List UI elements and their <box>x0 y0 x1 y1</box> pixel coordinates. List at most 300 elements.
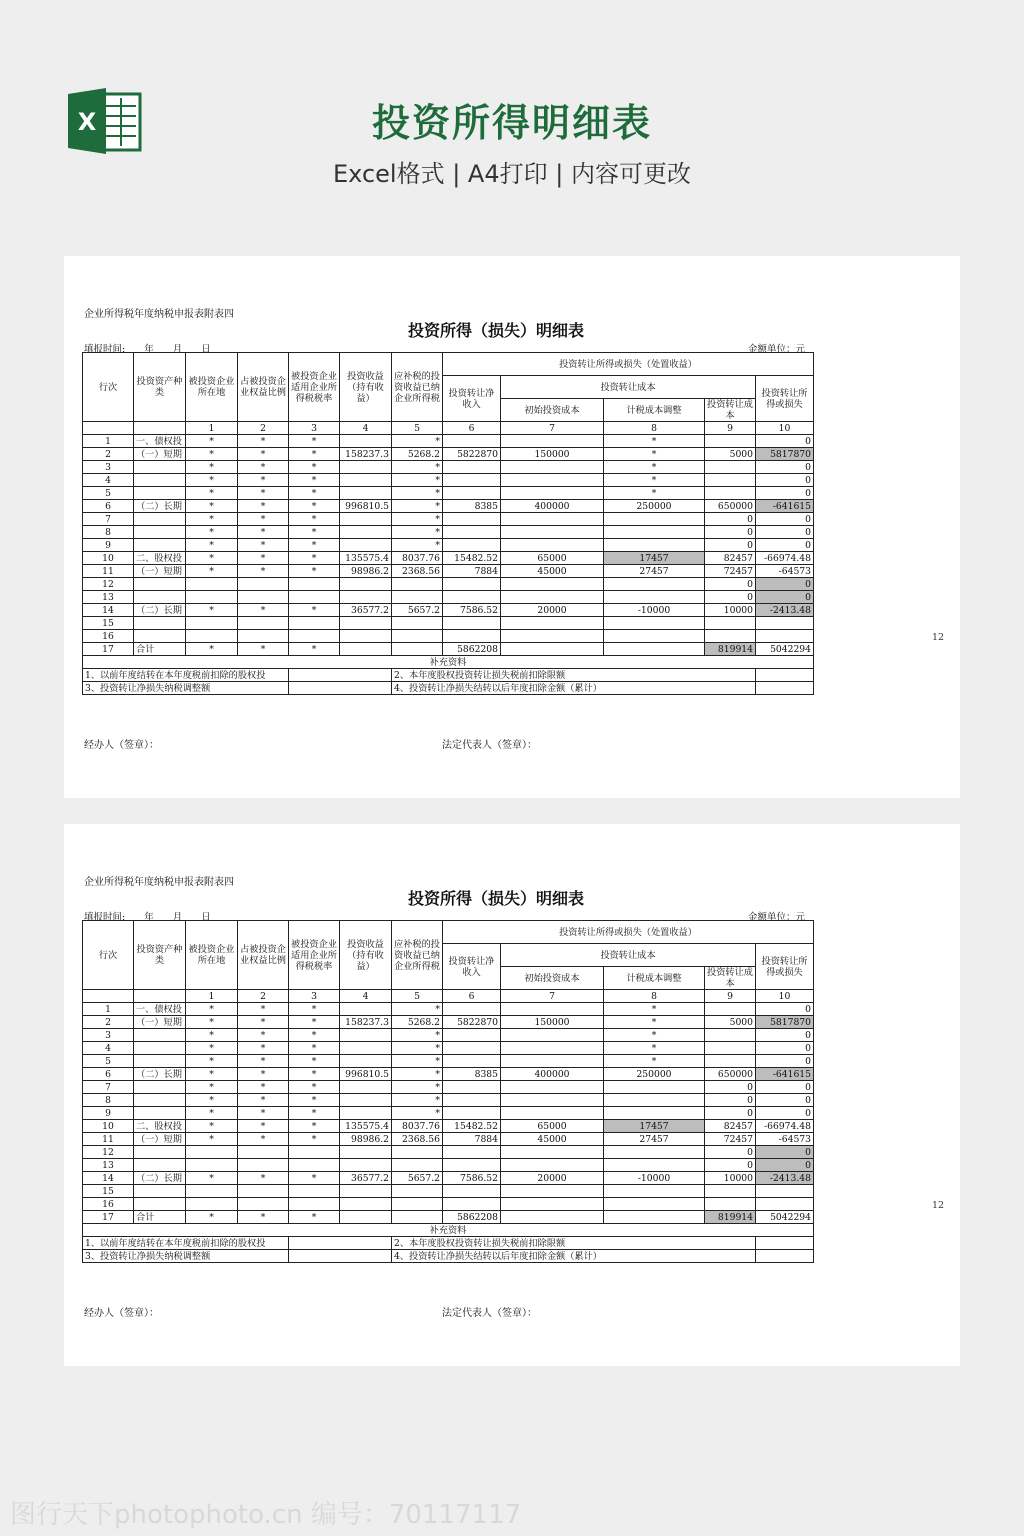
cell-c5: 5657.2 <box>392 1172 443 1185</box>
cell-c4 <box>340 630 392 643</box>
cell-c4 <box>340 487 392 500</box>
cell-c3 <box>289 1146 340 1159</box>
cell-no: 3 <box>83 461 134 474</box>
cell-c3: * <box>289 487 340 500</box>
excel-icon-letter: X <box>77 108 97 136</box>
header-location: 被投资企业所在地 <box>186 353 238 422</box>
header-transfer-group: 投资转让所得或损失（处置收益） <box>443 921 814 944</box>
cell-c4: 36577.2 <box>340 1172 392 1185</box>
cell-type <box>134 474 186 487</box>
supplement-value-2 <box>756 1237 814 1250</box>
table-row <box>83 552 814 565</box>
cell-c7 <box>501 474 604 487</box>
cell-c1: * <box>186 1042 238 1055</box>
col-num: 8 <box>604 422 705 435</box>
cell-type: （二）长期 <box>134 1172 186 1185</box>
cell-no: 4 <box>83 474 134 487</box>
cell-c10: 0 <box>756 1055 814 1068</box>
cell-no: 1 <box>83 1003 134 1016</box>
cell-c4 <box>340 578 392 591</box>
cell-c3 <box>289 578 340 591</box>
header-row-no: 行次 <box>83 353 134 422</box>
cell-c5 <box>392 1198 443 1211</box>
cell-no: 7 <box>83 1081 134 1094</box>
cell-c2: * <box>238 643 289 656</box>
cell-no: 12 <box>83 578 134 591</box>
cell-c5 <box>392 643 443 656</box>
cell-c6: 7884 <box>443 565 501 578</box>
cell-c6 <box>443 1055 501 1068</box>
cell-c3: * <box>289 1107 340 1120</box>
cell-c10: -66974.48 <box>756 552 814 565</box>
cell-type <box>134 539 186 552</box>
supplement-item-3: 3、投资转让净损失纳税调整额 <box>83 682 289 695</box>
cell-no: 15 <box>83 1185 134 1198</box>
cell-c1: * <box>186 1003 238 1016</box>
cell-c4 <box>340 617 392 630</box>
cell-no: 6 <box>83 500 134 513</box>
header-supplementary-tax: 应补税的投资收益已纳企业所得税 <box>392 353 443 422</box>
cell-c9: 0 <box>705 526 756 539</box>
cell-c5: * <box>392 513 443 526</box>
cell-c6 <box>443 435 501 448</box>
cell-c9 <box>705 617 756 630</box>
cell-no: 5 <box>83 1055 134 1068</box>
col-num: 4 <box>340 422 392 435</box>
supplement-section <box>83 656 814 695</box>
form-title: 投资所得（损失）明细表 <box>407 889 584 908</box>
sheet-preview-2 <box>64 824 960 1366</box>
cell-c3 <box>289 591 340 604</box>
cell-c5: * <box>392 1029 443 1042</box>
cell-c6: 8385 <box>443 1068 501 1081</box>
cell-type: 一、债权投 <box>134 1003 186 1016</box>
cell-c5 <box>392 1146 443 1159</box>
cell-c8: * <box>604 1016 705 1029</box>
table-row <box>83 1146 814 1159</box>
cell-c10: 0 <box>756 539 814 552</box>
header-tax-adjust: 计税成本调整 <box>604 399 705 422</box>
cell-c1: * <box>186 513 238 526</box>
cell-no: 10 <box>83 1120 134 1133</box>
table-row <box>83 1107 814 1120</box>
header-net-income: 投资转让净收入 <box>443 944 501 990</box>
cell-c9: 0 <box>705 539 756 552</box>
cell-c2: * <box>238 565 289 578</box>
header-cost-group: 投资转让成本 <box>501 944 756 967</box>
cell-c5: 5657.2 <box>392 604 443 617</box>
table-row <box>83 1198 814 1211</box>
table-row <box>83 1003 814 1016</box>
cell-c8: * <box>604 435 705 448</box>
table-row <box>83 1159 814 1172</box>
cell-c7 <box>501 1042 604 1055</box>
cell-c10: 0 <box>756 1029 814 1042</box>
page-number: 12 <box>932 632 945 643</box>
col-num: 6 <box>443 422 501 435</box>
cell-c2: * <box>238 1042 289 1055</box>
cell-no: 14 <box>83 1172 134 1185</box>
cell-c10: -2413.48 <box>756 1172 814 1185</box>
cell-c7: 20000 <box>501 604 604 617</box>
cell-c2: * <box>238 1029 289 1042</box>
cell-no: 3 <box>83 1029 134 1042</box>
cell-c3: * <box>289 604 340 617</box>
cell-c1: * <box>186 1016 238 1029</box>
cell-c10 <box>756 1198 814 1211</box>
cell-c4 <box>340 513 392 526</box>
cell-c5: * <box>392 487 443 500</box>
cell-no: 9 <box>83 539 134 552</box>
cell-no: 16 <box>83 1198 134 1211</box>
cell-c2: * <box>238 500 289 513</box>
cell-c9 <box>705 1055 756 1068</box>
cell-c3: * <box>289 526 340 539</box>
cell-c10: 0 <box>756 1081 814 1094</box>
col-num: 9 <box>705 990 756 1003</box>
cell-no: 11 <box>83 565 134 578</box>
cell-c7: 65000 <box>501 552 604 565</box>
cell-c9: 10000 <box>705 1172 756 1185</box>
cell-c9: 72457 <box>705 1133 756 1146</box>
cell-c1: * <box>186 461 238 474</box>
cell-c7: 20000 <box>501 1172 604 1185</box>
cell-c5 <box>392 1211 443 1224</box>
cell-c8: 250000 <box>604 1068 705 1081</box>
cell-c10: -64573 <box>756 565 814 578</box>
cell-c3: * <box>289 565 340 578</box>
cell-c6: 5822870 <box>443 448 501 461</box>
cell-no: 13 <box>83 1159 134 1172</box>
cell-c6 <box>443 1198 501 1211</box>
cell-c1 <box>186 591 238 604</box>
cell-c10: 0 <box>756 1107 814 1120</box>
col-num: 7 <box>501 422 604 435</box>
cell-c4 <box>340 1081 392 1094</box>
cell-c1 <box>186 1159 238 1172</box>
col-num: 9 <box>705 422 756 435</box>
cell-c6 <box>443 487 501 500</box>
cell-c7 <box>501 643 604 656</box>
supplement-value-1 <box>289 1237 392 1250</box>
col-num: 3 <box>289 422 340 435</box>
cell-c7 <box>501 1081 604 1094</box>
header-transfer-cost: 投资转让成本 <box>705 967 756 990</box>
cell-c2: * <box>238 1133 289 1146</box>
cell-c10: -641615 <box>756 1068 814 1081</box>
cell-c8 <box>604 1081 705 1094</box>
col-num: 6 <box>443 990 501 1003</box>
header-transfer-cost: 投资转让成本 <box>705 399 756 422</box>
legal-rep-signature: 法定代表人（签章）： <box>442 740 537 751</box>
cell-c1: * <box>186 1081 238 1094</box>
table-row <box>83 448 814 461</box>
col-num: 2 <box>238 422 289 435</box>
cell-c1: * <box>186 552 238 565</box>
cell-c8 <box>604 526 705 539</box>
cell-c5: * <box>392 1055 443 1068</box>
cell-c9 <box>705 435 756 448</box>
cell-c5: 5268.2 <box>392 448 443 461</box>
header-equity-ratio: 占被投资企业权益比例 <box>238 921 289 990</box>
cell-c7 <box>501 487 604 500</box>
cell-c7 <box>501 526 604 539</box>
table-row <box>83 435 814 448</box>
supplement-value-4 <box>756 1250 814 1263</box>
cell-c1: * <box>186 1120 238 1133</box>
table-row <box>83 643 814 656</box>
col-num: 8 <box>604 990 705 1003</box>
supplement-section <box>83 1224 814 1263</box>
table-data-rows <box>83 1003 814 1224</box>
cell-c4 <box>340 1211 392 1224</box>
cell-c2: * <box>238 1081 289 1094</box>
cell-c1: * <box>186 1107 238 1120</box>
cell-c6 <box>443 630 501 643</box>
cell-c6: 5862208 <box>443 1211 501 1224</box>
handler-signature: 经办人（签章）： <box>84 1308 159 1319</box>
cell-no: 8 <box>83 1094 134 1107</box>
cell-c2: * <box>238 1107 289 1120</box>
supplement-item-2: 2、本年度股权投资转让损失税前扣除限额 <box>392 669 756 682</box>
cell-c1 <box>186 578 238 591</box>
cell-c6: 15482.52 <box>443 1120 501 1133</box>
cell-c7: 150000 <box>501 1016 604 1029</box>
cell-c2: * <box>238 526 289 539</box>
cell-c3: * <box>289 1042 340 1055</box>
cell-no: 11 <box>83 1133 134 1146</box>
cell-c1 <box>186 1198 238 1211</box>
cell-c3: * <box>289 435 340 448</box>
cell-c3: * <box>289 513 340 526</box>
cell-c9: 650000 <box>705 500 756 513</box>
cell-type <box>134 1146 186 1159</box>
cell-c8 <box>604 513 705 526</box>
cell-c8: 17457 <box>604 552 705 565</box>
cell-c6: 15482.52 <box>443 552 501 565</box>
col-num: 2 <box>238 990 289 1003</box>
cell-c5: * <box>392 461 443 474</box>
header-net-income: 投资转让净收入 <box>443 376 501 422</box>
table-body <box>83 353 814 435</box>
cell-c2: * <box>238 552 289 565</box>
cell-c9: 0 <box>705 578 756 591</box>
col-num: 10 <box>756 990 814 1003</box>
cell-c4: 36577.2 <box>340 604 392 617</box>
cell-c10 <box>756 617 814 630</box>
cell-c4 <box>340 461 392 474</box>
cell-c9: 819914 <box>705 1211 756 1224</box>
cell-c3: * <box>289 552 340 565</box>
cell-type: 合计 <box>134 1211 186 1224</box>
cell-c5 <box>392 1159 443 1172</box>
cell-c1: * <box>186 565 238 578</box>
investment-income-table <box>82 920 814 1263</box>
cell-c1: * <box>186 1068 238 1081</box>
supplement-item-2: 2、本年度股权投资转让损失税前扣除限额 <box>392 1237 756 1250</box>
cell-type: 一、债权投 <box>134 435 186 448</box>
cell-c9: 819914 <box>705 643 756 656</box>
cell-c1: * <box>186 1172 238 1185</box>
cell-c2: * <box>238 474 289 487</box>
cell-c8: * <box>604 448 705 461</box>
header-location: 被投资企业所在地 <box>186 921 238 990</box>
cell-c6 <box>443 461 501 474</box>
table-row <box>83 539 814 552</box>
cell-c4: 158237.3 <box>340 1016 392 1029</box>
cell-c2: * <box>238 1120 289 1133</box>
table-row <box>83 1094 814 1107</box>
supplement-item-4: 4、投资转让净损失结转以后年度扣除金额（累计） <box>392 1250 756 1263</box>
cell-c4 <box>340 1185 392 1198</box>
col-num: 5 <box>392 990 443 1003</box>
cell-c9: 0 <box>705 1107 756 1120</box>
cell-no: 9 <box>83 1107 134 1120</box>
table-body <box>83 921 814 1003</box>
cell-c8 <box>604 617 705 630</box>
cell-c1 <box>186 1185 238 1198</box>
cell-c8 <box>604 1146 705 1159</box>
fill-date: 填报时间: 年 月 日 <box>84 344 211 355</box>
cell-c7 <box>501 461 604 474</box>
cell-no: 10 <box>83 552 134 565</box>
cell-c10 <box>756 630 814 643</box>
table-row <box>83 500 814 513</box>
cell-c7 <box>501 435 604 448</box>
cell-c10: 0 <box>756 513 814 526</box>
cell-c8: -10000 <box>604 604 705 617</box>
cell-c8 <box>604 1198 705 1211</box>
cell-c1: * <box>186 1094 238 1107</box>
cell-c4: 135575.4 <box>340 552 392 565</box>
cell-c3: * <box>289 1016 340 1029</box>
sheet-preview-1 <box>64 256 960 798</box>
cell-c10: 5817870 <box>756 1016 814 1029</box>
cell-c9 <box>705 474 756 487</box>
cell-c10: -641615 <box>756 500 814 513</box>
supplement-title: 补充资料 <box>83 1224 814 1237</box>
table-row <box>83 1120 814 1133</box>
cell-c2: * <box>238 1211 289 1224</box>
cell-c7 <box>501 1211 604 1224</box>
cell-c5: 2368.56 <box>392 565 443 578</box>
cell-c9: 72457 <box>705 565 756 578</box>
cell-c1: * <box>186 1055 238 1068</box>
cell-c3: * <box>289 1003 340 1016</box>
cell-c6: 7586.52 <box>443 1172 501 1185</box>
cell-c2 <box>238 578 289 591</box>
cell-c5: * <box>392 435 443 448</box>
cell-c1: * <box>186 1211 238 1224</box>
cell-c7: 45000 <box>501 1133 604 1146</box>
cell-c4 <box>340 1159 392 1172</box>
cell-c10: 0 <box>756 591 814 604</box>
table-row <box>83 1029 814 1042</box>
header-transfer-group: 投资转让所得或损失（处置收益） <box>443 353 814 376</box>
cell-c7: 150000 <box>501 448 604 461</box>
cell-no: 14 <box>83 604 134 617</box>
cell-type: （二）长期 <box>134 500 186 513</box>
cell-c1 <box>186 1146 238 1159</box>
cell-no: 1 <box>83 435 134 448</box>
header-holding-income: 投资收益（持有收益） <box>340 353 392 422</box>
table-row <box>83 513 814 526</box>
cell-c10: 0 <box>756 1042 814 1055</box>
cell-c4 <box>340 1055 392 1068</box>
cell-type <box>134 1107 186 1120</box>
cell-type: （一）短期 <box>134 1133 186 1146</box>
cell-c8 <box>604 1107 705 1120</box>
cell-c5: * <box>392 500 443 513</box>
col-num: 7 <box>501 990 604 1003</box>
cell-c7: 65000 <box>501 1120 604 1133</box>
cell-c7 <box>501 1029 604 1042</box>
cell-type: 二、股权投 <box>134 1120 186 1133</box>
header-initial-cost: 初始投资成本 <box>501 399 604 422</box>
cell-c8: * <box>604 461 705 474</box>
cell-type: 二、股权投 <box>134 552 186 565</box>
amount-unit: 金额单位：元 <box>748 344 806 355</box>
cell-c2 <box>238 1198 289 1211</box>
cell-c3: * <box>289 448 340 461</box>
cell-c8 <box>604 643 705 656</box>
cell-c10: 0 <box>756 474 814 487</box>
cell-c5 <box>392 578 443 591</box>
cell-c6 <box>443 578 501 591</box>
investment-income-table <box>82 352 814 695</box>
cell-c6 <box>443 1029 501 1042</box>
form-title: 投资所得（损失）明细表 <box>407 321 584 340</box>
cell-type <box>134 487 186 500</box>
appendix-label: 企业所得税年度纳税申报表附表四 <box>84 309 234 320</box>
cell-c10: 5042294 <box>756 1211 814 1224</box>
header-equity-ratio: 占被投资企业权益比例 <box>238 353 289 422</box>
table-row <box>83 1068 814 1081</box>
cell-c6 <box>443 1081 501 1094</box>
cell-c8 <box>604 1211 705 1224</box>
cell-c8 <box>604 1159 705 1172</box>
cell-c8 <box>604 578 705 591</box>
col-num: 5 <box>392 422 443 435</box>
column-number-row <box>83 422 814 435</box>
cell-c2 <box>238 617 289 630</box>
cell-c4 <box>340 1094 392 1107</box>
cell-c3: * <box>289 1055 340 1068</box>
table-row <box>83 1016 814 1029</box>
cell-c6 <box>443 1003 501 1016</box>
cell-c3: * <box>289 539 340 552</box>
cell-c4: 996810.5 <box>340 1068 392 1081</box>
cell-type <box>134 1029 186 1042</box>
cell-c6 <box>443 1159 501 1172</box>
cell-type <box>134 1042 186 1055</box>
cell-c10: -64573 <box>756 1133 814 1146</box>
cell-c3: * <box>289 1029 340 1042</box>
cell-c8 <box>604 1094 705 1107</box>
header-tax-rate: 被投资企业适用企业所得税税率 <box>289 353 340 422</box>
cell-c9: 0 <box>705 1159 756 1172</box>
header-tax-adjust: 计税成本调整 <box>604 967 705 990</box>
cell-c9 <box>705 1198 756 1211</box>
cell-c9 <box>705 1003 756 1016</box>
cell-c5: * <box>392 539 443 552</box>
cell-c6 <box>443 474 501 487</box>
cell-c4 <box>340 474 392 487</box>
cell-c5: * <box>392 1107 443 1120</box>
cell-c7 <box>501 1146 604 1159</box>
cell-c2: * <box>238 1094 289 1107</box>
cell-c8: * <box>604 474 705 487</box>
